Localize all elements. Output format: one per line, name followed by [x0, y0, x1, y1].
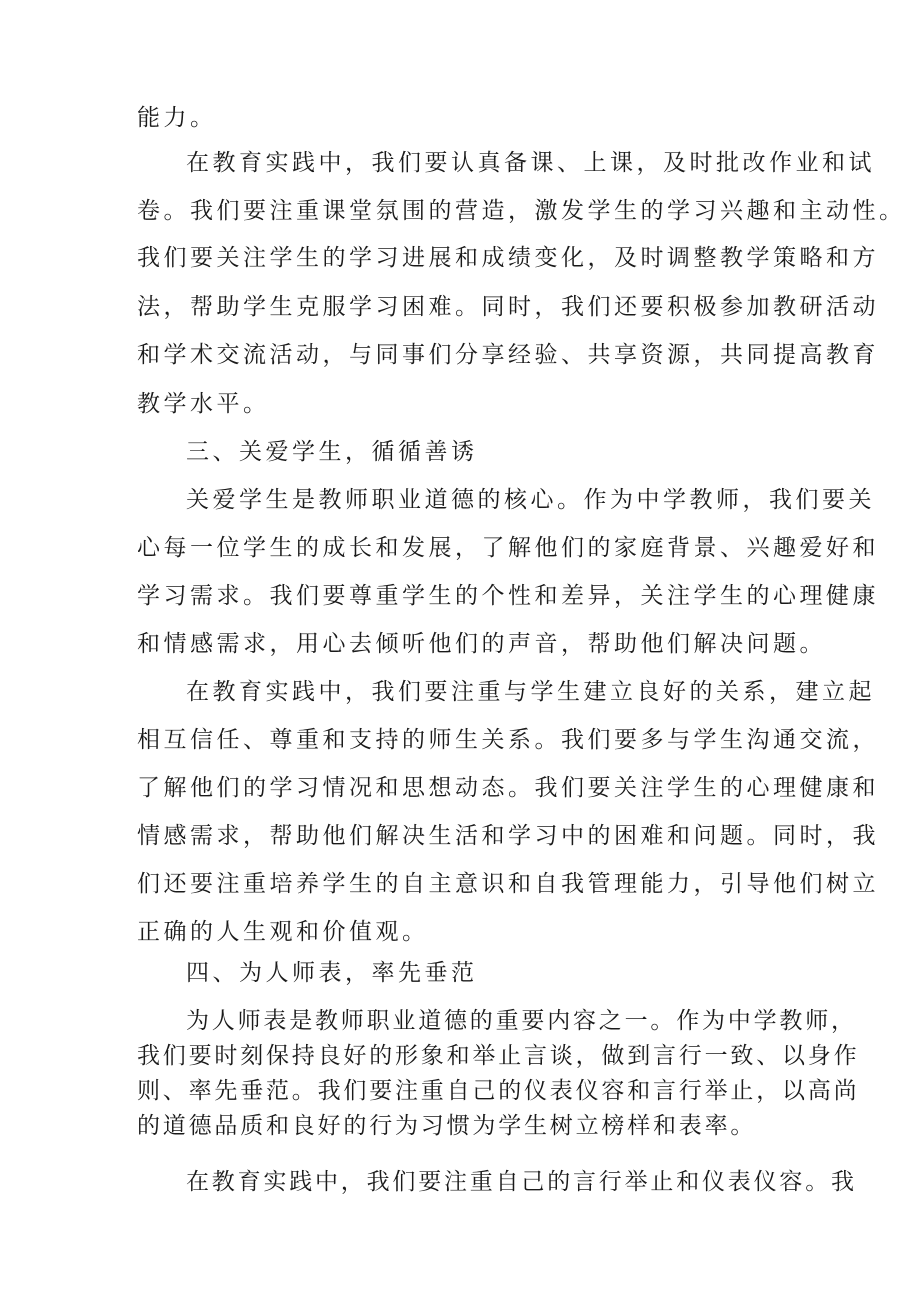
- text-line: 卷。我们要注重课堂氛围的营造，激发学生的学习兴趣和主动性。: [137, 198, 906, 224]
- paragraph-first-line: 在教育实践中，我们要注重与学生建立良好的关系，建立起: [186, 679, 875, 705]
- paragraph-first-line: 为人师表是教师职业道德的重要内容之一。作为中学教师，: [186, 1008, 857, 1034]
- text-line: 心每一位学生的成长和发展，了解他们的家庭背景、兴趣爱好和: [137, 535, 879, 561]
- text-line: 能力。: [137, 105, 217, 131]
- text-line: 我们要关注学生的学习进展和成绩变化，及时调整教学策略和方: [137, 245, 879, 271]
- text-line: 的道德品质和良好的行为习惯为学生树立榜样和表率。: [137, 1113, 757, 1139]
- section-heading: 四、为人师表，率先垂范: [186, 960, 478, 986]
- text-line: 相互信任、尊重和支持的师生关系。我们要多与学生沟通交流，: [137, 727, 879, 753]
- text-line: 则、率先垂范。我们要注重自己的仪表仪容和言行举止，以高尚: [137, 1078, 860, 1104]
- text-line: 法，帮助学生克服学习困难。同时，我们还要积极参加教研活动: [137, 294, 879, 320]
- paragraph-first-line: 在教育实践中，我们要注重自己的言行举止和仪表仪容。我: [186, 1169, 857, 1195]
- paragraph-first-line: 在教育实践中，我们要认真备课、上课，及时批改作业和试: [186, 150, 875, 176]
- section-heading: 三、关爱学生，循循善诱: [186, 439, 478, 465]
- text-line: 们还要注重培养学生的自主意识和自我管理能力，引导他们树立: [137, 871, 879, 897]
- text-line: 了解他们的学习情况和思想动态。我们要关注学生的心理健康和: [137, 775, 879, 801]
- text-line: 正确的人生观和价值观。: [137, 919, 429, 945]
- text-line: 我们要时刻保持良好的形象和举止言谈，做到言行一致、以身作: [137, 1043, 860, 1069]
- text-line: 教学水平。: [137, 391, 270, 417]
- text-line: 学习需求。我们要尊重学生的个性和差异，关注学生的心理健康: [137, 583, 879, 609]
- text-line: 和学术交流活动，与同事们分享经验、共享资源，共同提高教育: [137, 342, 879, 368]
- paragraph-first-line: 关爱学生是教师职业道德的核心。作为中学教师，我们要关: [186, 487, 875, 513]
- text-line: 和情感需求，用心去倾听他们的声音，帮助他们解决问题。: [137, 631, 826, 657]
- text-line: 情感需求，帮助他们解决生活和学习中的困难和问题。同时，我: [137, 823, 879, 849]
